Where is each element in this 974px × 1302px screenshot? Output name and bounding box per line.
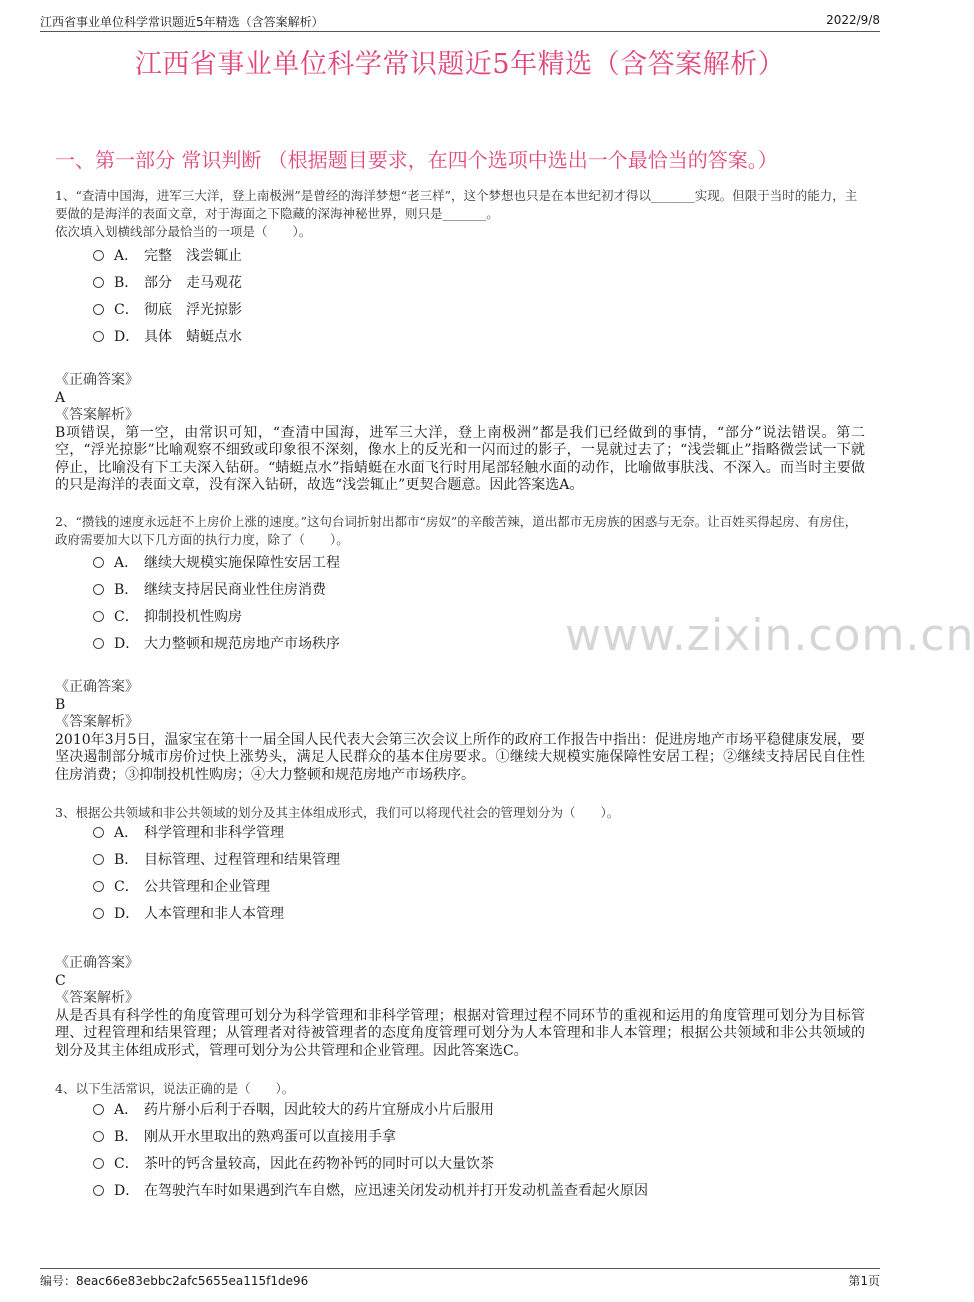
option-c[interactable] bbox=[93, 604, 340, 631]
option-d[interactable] bbox=[93, 901, 340, 928]
question-stem-text: 1、“查清中国海，进军三大洋，登上南极洲”是曾经的海洋梦想“老三样”，这个梦想也只是在本世纪初才得以_______实现。但限于当时的能力，主要做的是海洋的表面文章，对于海面之下隐藏的深海神秘世界，则只是_______。 bbox=[55, 188, 858, 221]
answer-label: 《正确答案》 bbox=[55, 679, 139, 695]
radio-icon[interactable] bbox=[93, 331, 104, 342]
answer-value: B bbox=[55, 696, 66, 713]
question-1-stem bbox=[55, 187, 865, 241]
option-text: 完整 浅尝辄止 bbox=[144, 248, 242, 264]
option-b[interactable] bbox=[93, 847, 340, 874]
radio-icon[interactable] bbox=[93, 1104, 104, 1115]
option-c[interactable] bbox=[93, 297, 242, 324]
option-letter: D． bbox=[114, 636, 140, 652]
option-letter: B． bbox=[114, 1129, 139, 1145]
option-text: 目标管理、过程管理和结果管理 bbox=[144, 852, 340, 868]
question-3-options bbox=[93, 820, 340, 928]
question-stem-text: 2、“攒钱的速度永远赶不上房价上涨的速度。”这句台词折射出都市“房奴”的辛酸苦辣，道出都市无房族的困惑与无奈。让百姓买得起房、有房住，政府需要加大以下几方面的执行力度，除了（ ）。 bbox=[55, 514, 858, 547]
option-letter: A． bbox=[114, 825, 139, 841]
answer-value: A bbox=[55, 389, 66, 406]
radio-icon[interactable] bbox=[93, 908, 104, 919]
radio-icon[interactable] bbox=[93, 638, 104, 649]
option-text: 科学管理和非科学管理 bbox=[144, 825, 284, 841]
radio-icon[interactable] bbox=[93, 854, 104, 865]
page-footer bbox=[40, 1268, 880, 1290]
analysis-text: B项错误，第一空，由常识可知，“查清中国海，进军三大洋，登上南极洲”都是我们已经做到的事情，“部分”说法错误。第二空，“浮光掠影”比喻观察不细致或印象很不深刻，像水上的反光和一闪而过的影子，一晃就过去了；“浅尝辄止”指略微尝试一下就停止，比喻没有下工夫深入钻研。“蜻蜓点水”指蜻蜓在水面飞行时用尾部轻触水面的动作，比喻做事肤浅、不深入。而当时主要做的只是海洋的表面文章，没有深入钻研，故选“浅尝辄止”更契合题意。因此答案选A。 bbox=[55, 424, 865, 493]
option-text: 刚从开水里取出的熟鸡蛋可以直接用手拿 bbox=[144, 1129, 396, 1145]
option-c[interactable] bbox=[93, 874, 340, 901]
option-a[interactable] bbox=[93, 820, 340, 847]
question-1-options bbox=[93, 243, 242, 351]
answer-label: 《正确答案》 bbox=[55, 955, 139, 971]
header-doc-title: 江西省事业单位科学常识题近5年精选（含答案解析） bbox=[40, 15, 324, 29]
option-text: 具体 蜻蜓点水 bbox=[144, 329, 242, 345]
analysis-label: 《答案解析》 bbox=[55, 990, 139, 1006]
option-text: 继续大规模实施保障性安居工程 bbox=[144, 555, 340, 571]
option-letter: B． bbox=[114, 852, 139, 868]
option-letter: D． bbox=[114, 1183, 140, 1199]
page-title: 江西省事业单位科学常识题近5年精选（含答案解析） bbox=[134, 49, 786, 80]
analysis-label: 《答案解析》 bbox=[55, 407, 139, 423]
radio-icon[interactable] bbox=[93, 611, 104, 622]
radio-icon[interactable] bbox=[93, 827, 104, 838]
section-heading: 一、第一部分 常识判断 （根据题目要求，在四个选项中选出一个最恰当的答案。） bbox=[55, 148, 778, 172]
option-letter: A． bbox=[114, 555, 139, 571]
question-stem-instruction: 依次填入划横线部分最恰当的一项是（ ）。 bbox=[55, 224, 312, 239]
option-letter: D． bbox=[114, 329, 140, 345]
option-letter: C． bbox=[114, 609, 139, 625]
option-d[interactable] bbox=[93, 1178, 648, 1205]
option-letter: C． bbox=[114, 302, 139, 318]
option-letter: C． bbox=[114, 1156, 139, 1172]
option-b[interactable] bbox=[93, 1124, 648, 1151]
radio-icon[interactable] bbox=[93, 250, 104, 261]
radio-icon[interactable] bbox=[93, 1131, 104, 1142]
question-stem-text: 4、以下生活常识，说法正确的是（ ）。 bbox=[55, 1081, 295, 1096]
option-text: 药片掰小后利于吞咽，因此较大的药片宜掰成小片后服用 bbox=[144, 1102, 494, 1118]
radio-icon[interactable] bbox=[93, 881, 104, 892]
radio-icon[interactable] bbox=[93, 584, 104, 595]
question-2-stem bbox=[55, 513, 865, 549]
question-2-options bbox=[93, 550, 340, 658]
radio-icon[interactable] bbox=[93, 557, 104, 568]
option-a[interactable] bbox=[93, 550, 340, 577]
footer-doc-id: 编号：8eac66e83ebbc2afc5655ea115f1de96 bbox=[40, 1274, 309, 1288]
option-text: 公共管理和企业管理 bbox=[144, 879, 270, 895]
option-text: 彻底 浮光掠影 bbox=[144, 302, 242, 318]
option-text: 部分 走马观花 bbox=[144, 275, 242, 291]
footer-page-number: 第1页 bbox=[848, 1274, 880, 1288]
watermark: www.zixin.com.cn bbox=[565, 610, 974, 661]
header-date: 2022/9/8 bbox=[826, 13, 880, 27]
analysis-text: 2010年3月5日，温家宝在第十一届全国人民代表大会第三次会议上所作的政府工作报告中指出：促进房地产市场平稳健康发展，要坚决遏制部分城市房价过快上涨势头，满足人民群众的基本住房要求。①继续大规模实施保障性安居工程；②继续支持居民自住性住房消费；③抑制投机性购房；④大力整顿和规范房地产市场秩序。 bbox=[55, 731, 865, 783]
option-text: 抑制投机性购房 bbox=[144, 609, 242, 625]
radio-icon[interactable] bbox=[93, 1185, 104, 1196]
option-d[interactable] bbox=[93, 324, 242, 351]
option-b[interactable] bbox=[93, 577, 340, 604]
option-text: 人本管理和非人本管理 bbox=[144, 906, 284, 922]
option-b[interactable] bbox=[93, 270, 242, 297]
option-letter: A． bbox=[114, 1102, 139, 1118]
option-c[interactable] bbox=[93, 1151, 648, 1178]
radio-icon[interactable] bbox=[93, 277, 104, 288]
option-letter: B． bbox=[114, 275, 139, 291]
option-letter: D． bbox=[114, 906, 140, 922]
page-header bbox=[40, 13, 880, 32]
question-4-stem bbox=[55, 1080, 865, 1098]
option-text: 大力整顿和规范房地产市场秩序 bbox=[144, 636, 340, 652]
question-stem-text: 3、根据公共领域和非公共领域的划分及其主体组成形式，我们可以将现代社会的管理划分为（ ）。 bbox=[55, 805, 620, 820]
option-text: 继续支持居民商业性住房消费 bbox=[144, 582, 326, 598]
analysis-label: 《答案解析》 bbox=[55, 714, 139, 730]
option-a[interactable] bbox=[93, 1097, 648, 1124]
answer-label: 《正确答案》 bbox=[55, 372, 139, 388]
question-4-options bbox=[93, 1097, 648, 1205]
answer-value: C bbox=[55, 972, 66, 989]
option-text: 在驾驶汽车时如果遇到汽车自燃，应迅速关闭发动机并打开发动机盖查看起火原因 bbox=[144, 1183, 648, 1199]
question-3-answer bbox=[55, 955, 865, 1060]
radio-icon[interactable] bbox=[93, 304, 104, 315]
option-letter: B． bbox=[114, 582, 139, 598]
radio-icon[interactable] bbox=[93, 1158, 104, 1169]
option-letter: A． bbox=[114, 248, 139, 264]
option-letter: C． bbox=[114, 879, 139, 895]
question-2-answer bbox=[55, 679, 865, 784]
option-d[interactable] bbox=[93, 631, 340, 658]
option-a[interactable] bbox=[93, 243, 242, 270]
analysis-text: 从是否具有科学性的角度管理可划分为科学管理和非科学管理；根据对管理过程不同环节的重视和运用的角度管理可划分为目标管理、过程管理和结果管理；从管理者对待被管理者的态度角度管理可划分为人本管理和非人本管理；根据公共领域和非公共领域的划分及其主体组成形式，管理可划分为公共管理和企业管理。因此答案选C。 bbox=[55, 1007, 865, 1059]
option-text: 茶叶的钙含量较高，因此在药物补钙的同时可以大量饮茶 bbox=[144, 1156, 494, 1172]
question-1-answer bbox=[55, 372, 865, 495]
